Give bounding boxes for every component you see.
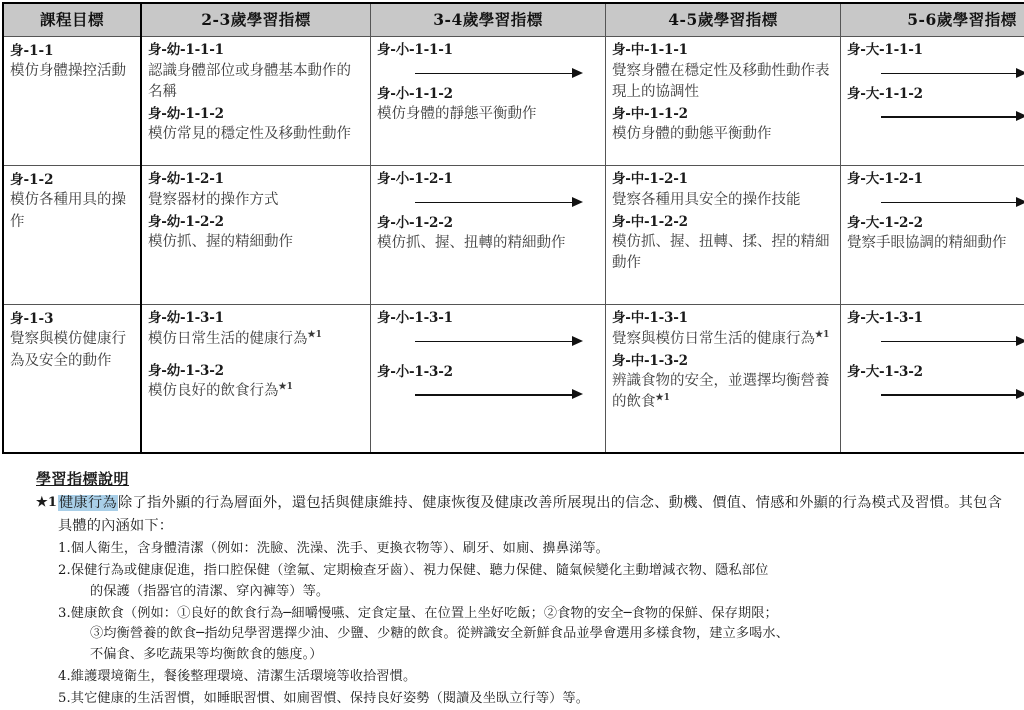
list-item-continuation: ③均衡營養的飲食─指幼兒學習選擇少油、少鹽、少糖的飲食。從辨識安全新鮮食品並學會選用多樣食物，建立多喝水、 (74, 624, 1002, 645)
indicator-code: 身-中-1-2-1 (612, 170, 834, 190)
indicator-block (612, 352, 834, 414)
footnote-marker-icon: ★1 (656, 393, 670, 403)
cell-age-5-6 (841, 305, 1024, 454)
goal-text: 覺察與模仿健康行為及安全的動作 (10, 329, 134, 373)
indicator-code: 身-小-1-3-2 (377, 363, 599, 383)
indicator-code: 身-幼-1-2-1 (148, 170, 364, 190)
goal-code: 身-1-3 (10, 309, 134, 329)
cell-course-goal (3, 37, 141, 166)
indicator-block (377, 363, 599, 405)
table-header (3, 3, 1024, 37)
list-item-text: 5.其它健康的生活習慣，如睡眠習慣、如廁習慣、保持良好姿勢（閱讀及坐臥立行等）等。 (58, 691, 589, 706)
indicator-code: 身-幼-1-3-1 (148, 309, 364, 329)
indicator-desc: 模仿身體的動態平衡動作 (612, 124, 834, 145)
column-header-course-goal: 課程目標 (3, 3, 141, 37)
indicator-desc: 覺察手眼協調的精細動作 (847, 233, 1024, 254)
highlighted-term: 健康行為 (58, 495, 118, 511)
cell-age-4-5 (606, 305, 841, 454)
cell-age-5-6 (841, 166, 1024, 305)
continuation-arrow-icon (847, 386, 1024, 404)
footnote-marker-icon: ★1 (308, 330, 322, 340)
indicator-block (612, 41, 834, 103)
list-item (58, 689, 1002, 710)
cell-age-4-5 (606, 37, 841, 166)
learning-indicator-table (2, 2, 1024, 454)
indicator-desc: 模仿抓、握、扭轉的精細動作 (377, 233, 599, 254)
indicator-code: 身-幼-1-3-2 (148, 362, 364, 382)
indicator-code: 身-大-1-2-1 (847, 170, 1024, 190)
indicator-block (847, 85, 1024, 127)
indicator-desc: 認識身體部位或身體基本動作的名稱 (148, 61, 364, 103)
indicator-block (612, 309, 834, 350)
document-page (0, 2, 1024, 691)
indicator-code: 身-幼-1-1-2 (148, 105, 364, 125)
indicator-desc (148, 381, 364, 402)
indicator-block (847, 309, 1024, 351)
goal-code: 身-1-2 (10, 170, 134, 190)
indicator-desc-text: 模仿日常生活的健康行為 (148, 331, 308, 347)
continuation-arrow-icon (847, 108, 1024, 126)
indicator-desc: 覺察身體在穩定性及移動性動作表現上的協調性 (612, 61, 834, 103)
continuation-arrow-icon (377, 386, 599, 404)
indicator-code: 身-大-1-3-2 (847, 363, 1024, 383)
list-item-continuation: 不偏食、多吃蔬果等均衡飲食的態度。） (74, 645, 1002, 666)
indicator-code: 身-大-1-1-1 (847, 41, 1024, 61)
indicator-block (148, 105, 364, 146)
list-item-text: 1.個人衛生，含身體清潔（例如：洗臉、洗澡、洗手、更換衣物等）、刷牙、如廁、擤鼻涕等。 (58, 541, 609, 556)
cell-age-2-3 (141, 166, 371, 305)
indicator-block (847, 170, 1024, 212)
indicator-code: 身-小-1-2-2 (377, 214, 599, 234)
indicator-desc (148, 329, 364, 350)
indicator-desc-text: 覺察與模仿日常生活的健康行為 (612, 331, 815, 347)
indicator-code: 身-大-1-3-1 (847, 309, 1024, 329)
column-header-age-4-5: 4-5歲學習指標 (606, 3, 841, 37)
cell-age-2-3 (141, 305, 371, 454)
list-item-text: 4.維護環境衛生，餐後整理環境、清潔生活環境等收拾習慣。 (58, 669, 416, 684)
indicator-block (847, 363, 1024, 405)
continuation-arrow-icon (847, 333, 1024, 351)
footnote-marker-icon: ★1 (815, 330, 829, 340)
table-row (3, 166, 1024, 305)
list-item-text: 2.保健行為或健康促進，指口腔保健（塗氟、定期檢查牙齒）、視力保健、聽力保健、隨氣候變化主動增減衣物、隱私部位 (58, 563, 768, 578)
indicator-block (847, 214, 1024, 255)
indicator-code: 身-中-1-1-1 (612, 41, 834, 61)
indicator-block (377, 170, 599, 212)
indicator-block (612, 213, 834, 275)
indicator-code: 身-小-1-1-1 (377, 41, 599, 61)
column-header-age-3-4: 3-4歲學習指標 (371, 3, 606, 37)
list-item (58, 667, 1002, 688)
indicator-block (148, 170, 364, 211)
list-item (58, 604, 1002, 667)
goal-text: 模仿各種用具的操作 (10, 190, 134, 234)
table-row (3, 305, 1024, 454)
continuation-arrow-icon (377, 65, 599, 83)
cell-course-goal (3, 166, 141, 305)
indicator-code: 身-中-1-3-1 (612, 309, 834, 329)
indicator-block (148, 309, 364, 350)
indicator-desc: 覺察器材的操作方式 (148, 190, 364, 211)
continuation-arrow-icon (377, 194, 599, 212)
indicator-block (377, 85, 599, 126)
table-row (3, 37, 1024, 166)
cell-age-3-4 (371, 37, 606, 166)
column-header-age-5-6: 5-6歲學習指標 (841, 3, 1024, 37)
list-item (58, 561, 1002, 603)
list-item-text: 3.健康飲食（例如：①良好的飲食行為─細嚼慢嚥、定食定量、在位置上坐好吃飯；②食物的安全─食物的保鮮、保存期限； (58, 606, 778, 621)
indicator-block (377, 309, 599, 351)
indicator-code: 身-小-1-2-1 (377, 170, 599, 190)
column-header-age-2-3: 2-3歲學習指標 (141, 3, 371, 37)
indicator-desc (612, 329, 834, 350)
indicator-block (612, 105, 834, 146)
list-item-continuation: 的保護（指器官的清潔、穿內褲等）等。 (74, 582, 1002, 603)
note-paragraph (36, 492, 1002, 538)
indicator-block (612, 170, 834, 211)
indicator-desc-text: 模仿良好的飲食行為 (148, 383, 279, 399)
table-body (3, 37, 1024, 454)
cell-age-3-4 (371, 166, 606, 305)
cell-age-2-3 (141, 37, 371, 166)
learning-indicator-notes (36, 468, 1002, 710)
continuation-arrow-icon (847, 65, 1024, 83)
indicator-desc-text: 辨識食物的安全，並選擇均衡營養的飲食 (612, 373, 830, 410)
indicator-block (148, 362, 364, 403)
indicator-code: 身-幼-1-2-2 (148, 213, 364, 233)
table-header-row (3, 3, 1024, 37)
indicator-code: 身-中-1-3-2 (612, 352, 834, 372)
continuation-arrow-icon (377, 333, 599, 351)
goal-code: 身-1-1 (10, 41, 134, 61)
indicator-desc: 模仿抓、握、扭轉、揉、捏的精細動作 (612, 232, 834, 274)
indicator-code: 身-中-1-2-2 (612, 213, 834, 233)
indicator-code: 身-幼-1-1-1 (148, 41, 364, 61)
indicator-block (377, 41, 599, 83)
indicator-block (148, 213, 364, 254)
indicator-block (148, 41, 364, 103)
indicator-desc (612, 371, 834, 413)
indicator-desc: 模仿常見的穩定性及移動性動作 (148, 124, 364, 145)
indicator-code: 身-大-1-2-2 (847, 214, 1024, 234)
indicator-code: 身-小-1-1-2 (377, 85, 599, 105)
cell-age-5-6 (841, 37, 1024, 166)
list-item (58, 539, 1002, 560)
notes-title: 學習指標說明 (36, 468, 1002, 489)
goal-text: 模仿身體操控活動 (10, 61, 134, 83)
indicator-code: 身-小-1-3-1 (377, 309, 599, 329)
indicator-block (377, 214, 599, 255)
note-paragraph-text: 除了指外顯的行為層面外，還包括與健康維持、健康恢復及健康改善所展現出的信念、動機、價值、情感和外顯的行為模式及習慣。其包含具體的內涵如下： (58, 495, 1002, 534)
notes-item-list (36, 539, 1002, 710)
indicator-desc: 模仿抓、握的精細動作 (148, 232, 364, 253)
cell-age-3-4 (371, 305, 606, 454)
indicator-desc: 覺察各種用具安全的操作技能 (612, 190, 834, 211)
indicator-desc: 模仿身體的靜態平衡動作 (377, 104, 599, 125)
continuation-arrow-icon (847, 194, 1024, 212)
cell-age-4-5 (606, 166, 841, 305)
indicator-block (847, 41, 1024, 83)
cell-course-goal (3, 305, 141, 454)
indicator-code: 身-大-1-1-2 (847, 85, 1024, 105)
footnote-marker-icon: ★1 (36, 492, 57, 513)
indicator-code: 身-中-1-1-2 (612, 105, 834, 125)
footnote-marker-icon: ★1 (279, 382, 293, 392)
